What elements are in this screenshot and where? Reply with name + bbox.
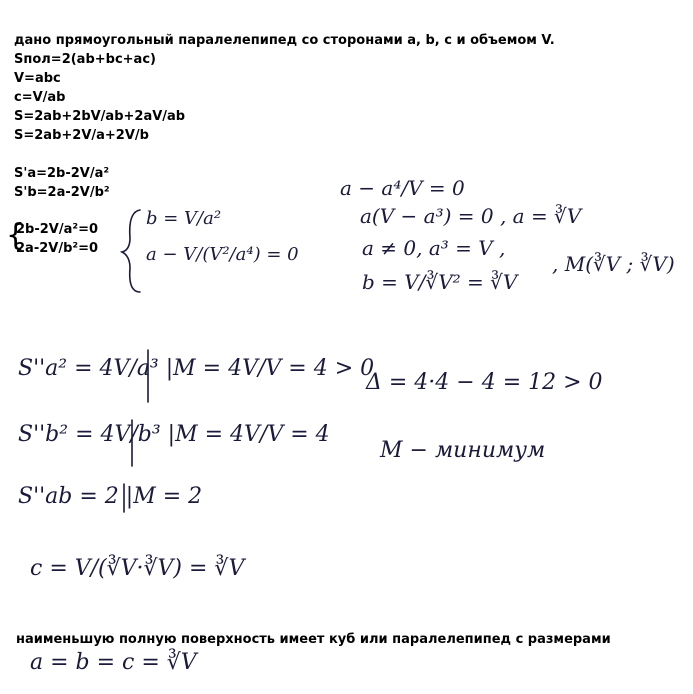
hand-eq-4: b = V/∛V² = ∛V	[362, 270, 518, 294]
hand-second-derivative-aa: S''a² = 4V/a³ |M = 4V/V = 4 > 0	[18, 356, 375, 381]
hand-final-answer: a = b = c = ∛V	[30, 650, 197, 675]
hand-minimum: M − минимум	[380, 438, 546, 463]
formula-volume: V=abc	[14, 71, 61, 86]
derivative-a: S'a=2b-2V/a²	[14, 166, 110, 181]
hand-second-derivative-ab: S''ab = 2 |M = 2	[18, 484, 203, 509]
system-eq-1: 2b-2V/a²=0	[16, 222, 99, 237]
hand-eq-1: a − a⁴/V = 0	[340, 176, 465, 200]
derivative-b: S'b=2a-2V/b²	[14, 185, 110, 200]
formula-s-substituted: S=2ab+2bV/ab+2aV/ab	[14, 109, 186, 124]
hand-eq-2: a(V − a³) = 0 , a = ∛V	[360, 204, 582, 228]
hand-eq-3: a ≠ 0, a³ = V ,	[362, 236, 506, 260]
hand-point-m: , M(∛V ; ∛V)	[552, 252, 675, 276]
hand-delta: Δ = 4·4 − 4 = 12 > 0	[366, 370, 603, 395]
formula-c: c=V/ab	[14, 90, 66, 105]
hand-second-derivative-bb: S''b² = 4V/b³ |M = 4V/V = 4	[18, 422, 330, 447]
hand-system-b: b = V/a²	[146, 208, 222, 229]
system-eq-2: 2a-2V/b²=0	[16, 241, 99, 256]
conclusion-text: наименьшую полную поверхность имеет куб или паралелепипед с размерами	[16, 632, 611, 647]
hand-system-a: a − V/(V²/a⁴) = 0	[146, 244, 299, 265]
formula-s-simplified: S=2ab+2V/a+2V/b	[14, 128, 149, 143]
system-brace: {	[6, 218, 26, 253]
hand-system-brace	[122, 210, 140, 292]
given-statement: дано прямоугольный паралелепипед со сторонами a, b, c и объемом V.	[14, 33, 555, 48]
formula-s-full: Sпол=2(ab+bc+ac)	[14, 52, 156, 67]
hand-c-value: c = V/(∛V·∛V) = ∛V	[30, 556, 245, 581]
